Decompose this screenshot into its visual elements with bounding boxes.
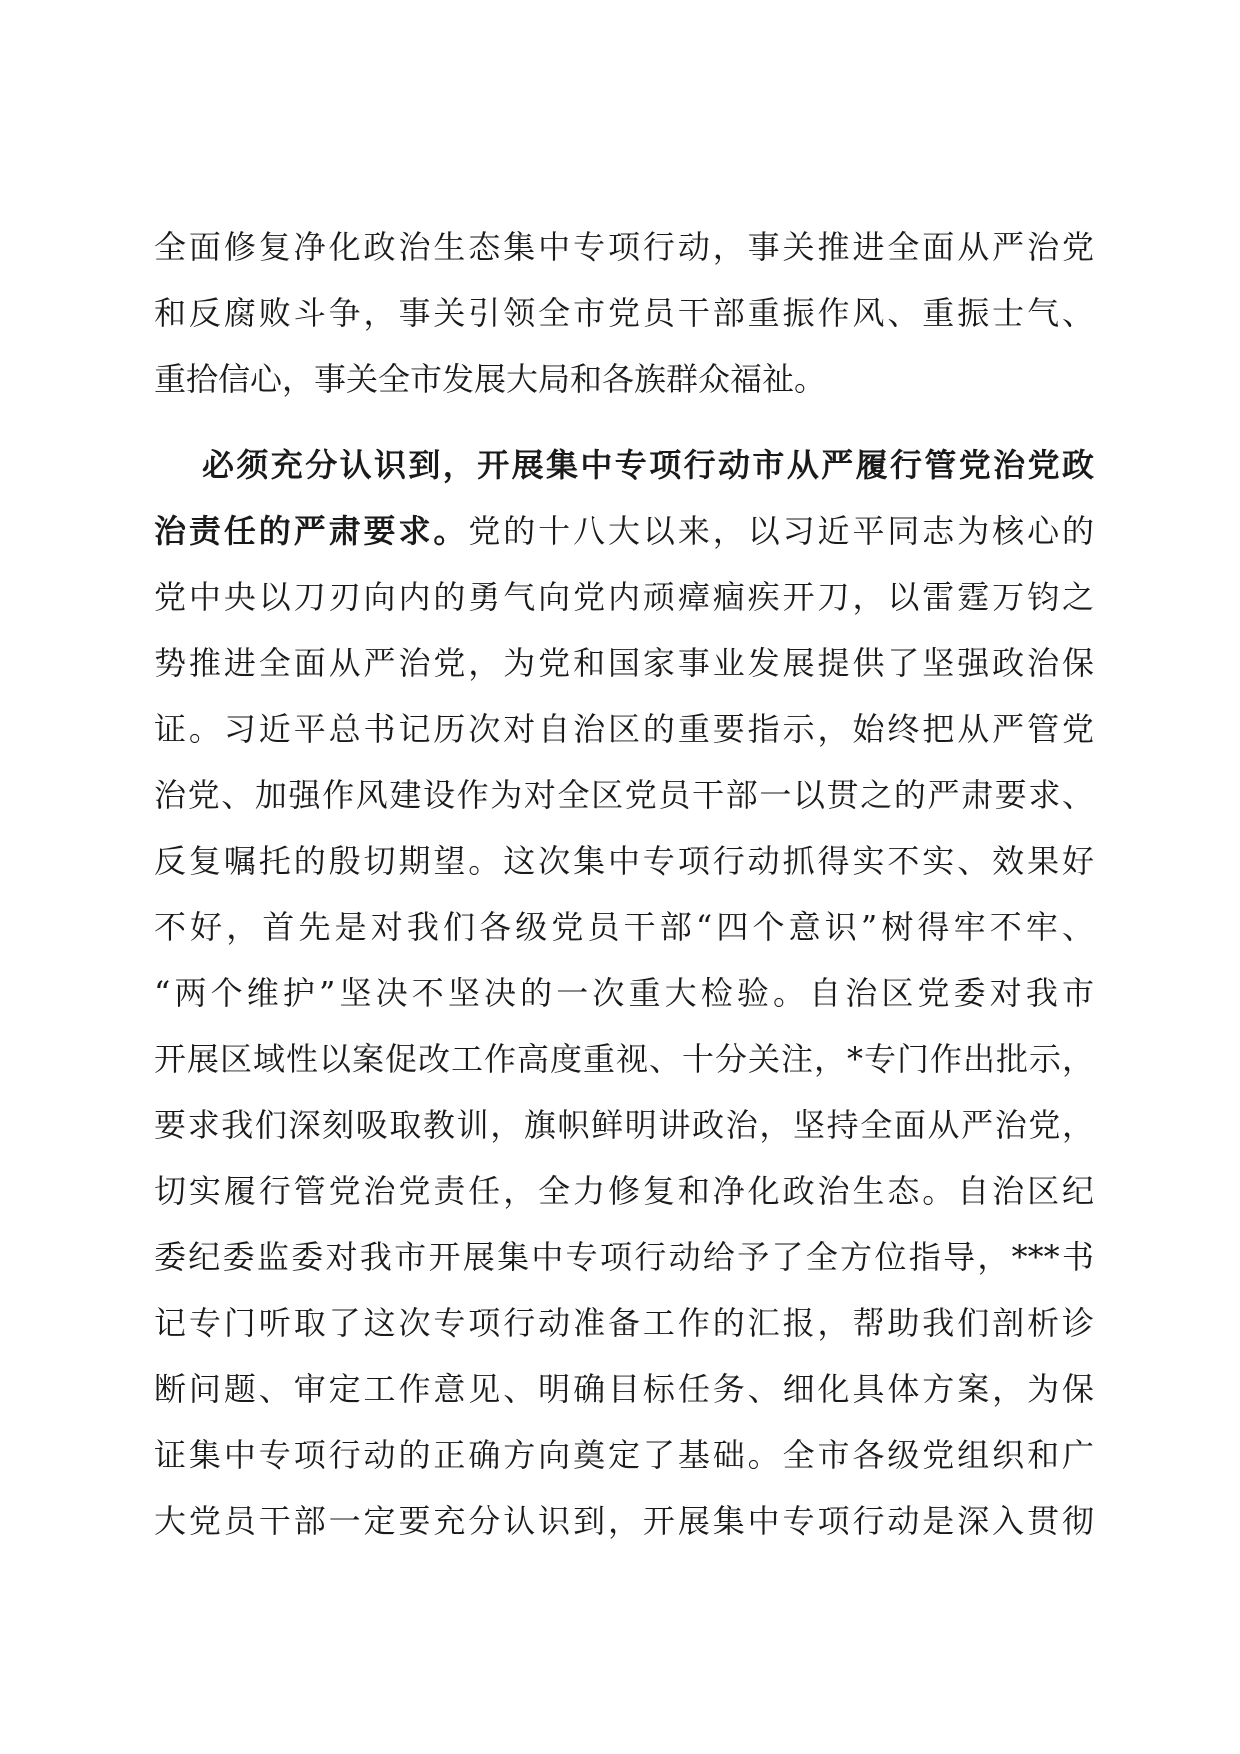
text-line: 记专门听取了这次专项行动准备工作的汇报，帮助我们剖析诊 [154, 1304, 1094, 1342]
text-line: 开展区域性以案促改工作高度重视、十分关注，*专门作出批示， [154, 1040, 1094, 1078]
bold-heading-line: 必须充分认识到，开展集中专项行动市从严履行管党治党政 [202, 446, 1094, 484]
text-line: 要求我们深刻吸取教训，旗帜鲜明讲政治，坚持全面从严治党， [154, 1106, 1094, 1144]
text-line: 委纪委监委对我市开展集中专项行动给予了全方位指导，***书 [154, 1238, 1094, 1276]
bold-heading-text: 治责任的严肃要求。 [154, 512, 469, 550]
text-line: 治党、加强作风建设作为对全区党员干部一以贯之的严肃要求、 [154, 776, 1094, 814]
text-line: 和反腐败斗争，事关引领全市党员干部重振作风、重振士气、 [154, 294, 1094, 332]
document-body [154, 214, 1094, 1554]
text-line: 证集中专项行动的正确方向奠定了基础。全市各级党组织和广 [154, 1436, 1094, 1474]
text-line: 证。习近平总书记历次对自治区的重要指示，始终把从严管党 [154, 710, 1094, 748]
text-line: 切实履行管党治党责任，全力修复和净化政治生态。自治区纪 [154, 1172, 1094, 1210]
paragraph-2 [154, 432, 1094, 1554]
paragraph-gap [154, 412, 1094, 432]
text-line: “两个维护”坚决不坚决的一次重大检验。自治区党委对我市 [154, 974, 1094, 1012]
text-line: 全面修复净化政治生态集中专项行动，事关推进全面从严治党 [154, 228, 1094, 266]
text-line: 不好，首先是对我们各级党员干部“四个意识”树得牢不牢、 [154, 908, 1094, 946]
text-line: 断问题、审定工作意见、明确目标任务、细化具体方案，为保 [154, 1370, 1094, 1408]
text-line: 势推进全面从严治党，为党和国家事业发展提供了坚强政治保 [154, 644, 1094, 682]
paragraph-1 [154, 214, 1094, 412]
body-text: 党的十八大以来，以习近平同志为核心的 [468, 512, 1094, 550]
text-line: 重拾信心，事关全市发展大局和各族群众福祉。 [154, 360, 827, 398]
text-line: 党中央以刀刃向内的勇气向党内顽瘴痼疾开刀，以雷霆万钧之 [154, 578, 1094, 616]
text-line: 大党员干部一定要充分认识到，开展集中专项行动是深入贯彻 [154, 1502, 1094, 1540]
text-line: 反复嘱托的殷切期望。这次集中专项行动抓得实不实、效果好 [154, 842, 1094, 880]
mixed-line [154, 498, 1094, 564]
